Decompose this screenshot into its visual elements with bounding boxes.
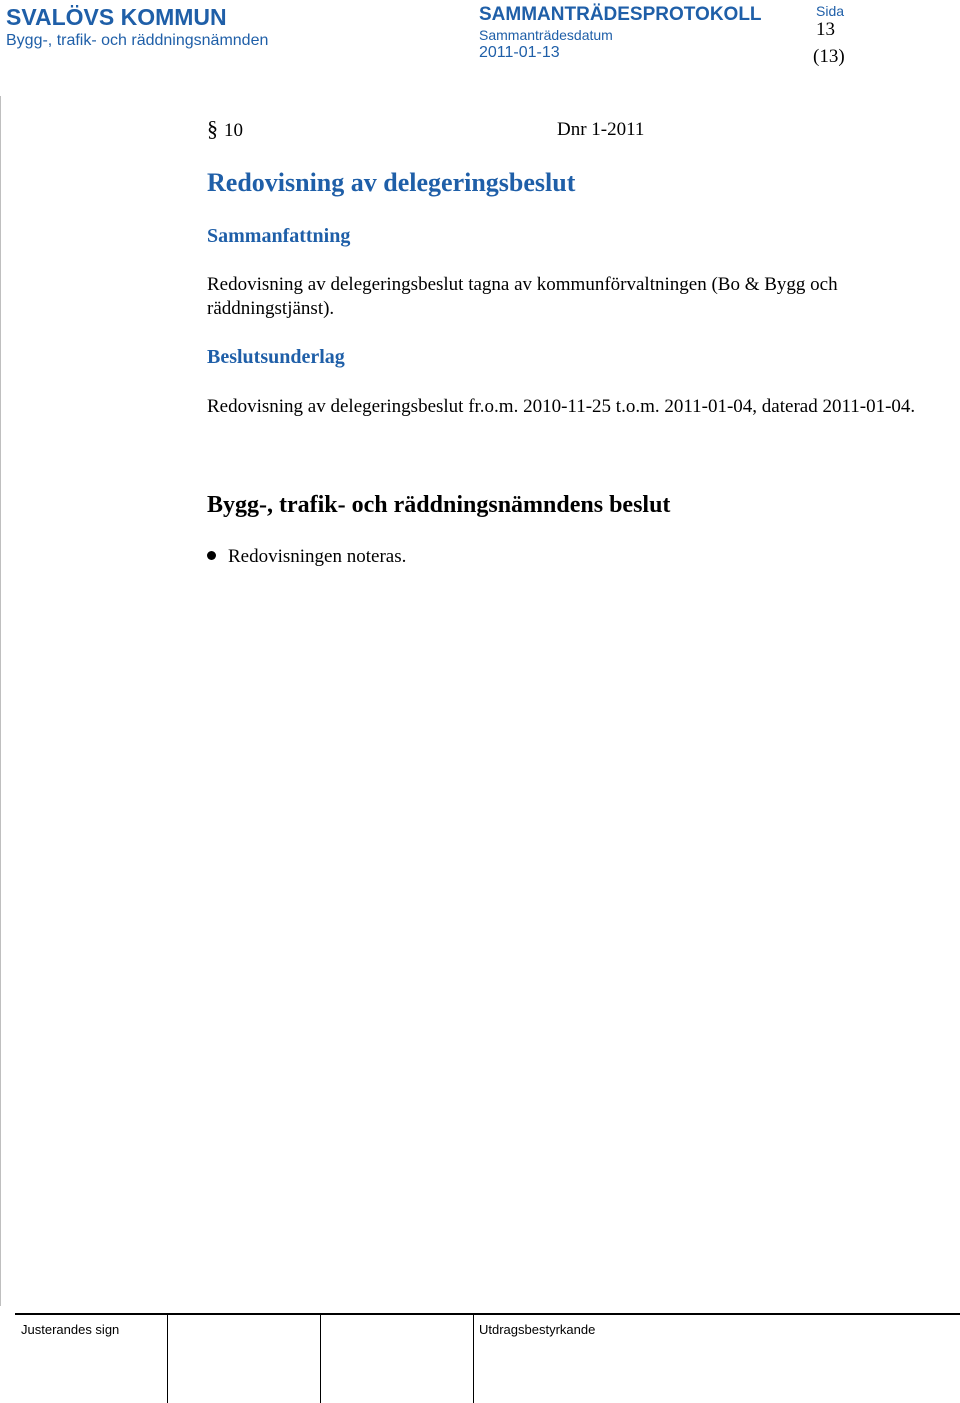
left-margin-line: [0, 96, 1, 1306]
committee-name: Bygg-, trafik- och räddningsnämnden: [6, 32, 269, 49]
justerandes-sign-label: Justerandes sign: [21, 1322, 120, 1337]
decision-item-text: Redovisningen noteras.: [228, 546, 407, 567]
meeting-date-label: Sammanträdesdatum: [479, 27, 613, 43]
paragraph-number: 10: [224, 120, 243, 141]
summary-heading: Sammanfattning: [207, 225, 351, 247]
basis-text: Redovisning av delegeringsbeslut fr.o.m. 2010-11-25 t.o.m. 2011-01-04, daterad 2011-01-04.: [207, 396, 916, 417]
paragraph-heading: [207, 116, 243, 142]
footer-top-border: [15, 1313, 960, 1315]
footer-column-divider: [473, 1315, 474, 1403]
footer-column-divider: [167, 1315, 168, 1403]
footer-column-divider: [320, 1315, 321, 1403]
decision-heading: Bygg-, trafik- och räddningsnämndens beslut: [207, 492, 671, 518]
document-type: SAMMANTRÄDESPROTOKOLL: [479, 4, 762, 25]
summary-text: Redovisning av delegeringsbeslut tagna av kommunförvaltningen (Bo & Bygg och räddningstjänst).: [207, 274, 838, 319]
dnr-number: Dnr 1-2011: [557, 119, 645, 140]
page-total: (13): [813, 46, 845, 67]
decision-list-item: [207, 546, 406, 568]
bullet-icon: [207, 551, 216, 560]
basis-heading: Beslutsunderlag: [207, 346, 345, 368]
page-label: Sida: [816, 3, 845, 19]
organization-name: SVALÖVS KOMMUN: [6, 4, 227, 30]
page-number: 13: [816, 19, 835, 40]
utdragsbestyrkande-label: Utdragsbestyrkande: [479, 1322, 596, 1337]
meeting-date-value: 2011-01-13: [479, 44, 560, 61]
section-title: Redovisning av delegeringsbeslut: [207, 168, 576, 197]
paragraph-symbol: §: [207, 116, 218, 141]
